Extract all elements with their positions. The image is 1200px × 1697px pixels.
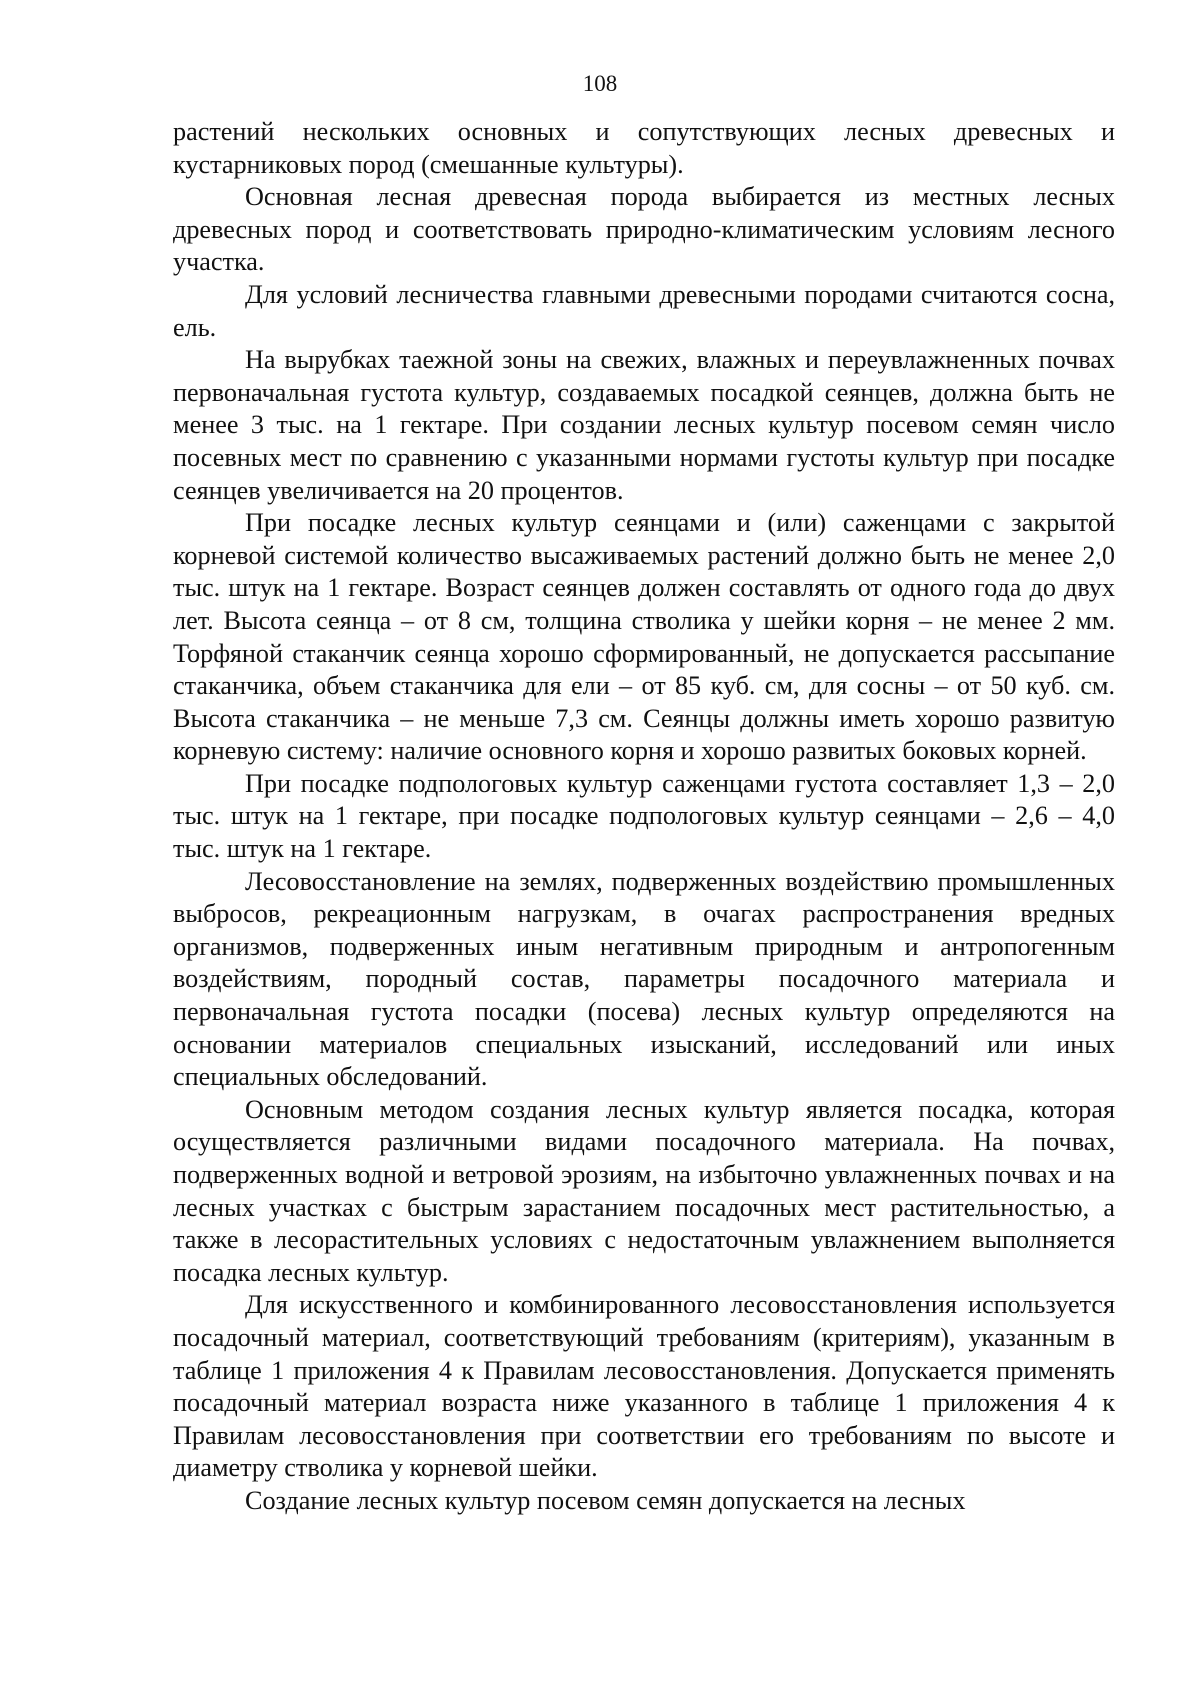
paragraph: Создание лесных культур посевом семян допускается на лесных <box>245 1485 966 1515</box>
paragraph: Лесовосстановление на землях, подверженных воздействию промышленных выбросов, рекреационным нагрузкам, в очагах распространения вредных организмов, подверженных иным негативным природным и антропогенным воздействиям, породный состав, параметры посадочного материала и первоначальная густота посадки (посева) лесных культур определяются на основании материалов специальных изысканий, исследований или иных специальных обследований. <box>173 866 1115 1092</box>
paragraph: При посадке лесных культур сеянцами и (или) саженцами с закрытой корневой системой количество высаживаемых растений должно быть не менее 2,0 тыс. штук на 1 гектаре. Возраст сеянцев должен составлять от одного года до двух лет. Высота сеянца – от 8 см, толщина стволика у шейки корня – не менее 2 мм. Торфяной стаканчик сеянца хорошо сформированный, не допускается рассыпание стаканчика, объем стаканчика для ели – от 85 куб. см, для сосны – от 50 куб. см. Высота стаканчика – не меньше 7,3 см. Сеянцы должны иметь хорошо развитую корневую систему: наличие основного корня и хорошо развитых боковых корней. <box>173 508 1115 766</box>
paragraph: Для искусственного и комбинированного лесовосстановления используется посадочный материал, соответствующий требованиям (критериям), указанным в таблице 1 приложения 4 к Правилам лесовосстановления. Допускается применять посадочный материал возраста ниже указанного в таблице 1 приложения 4 к Правилам лесовосстановления при соответствии его требованиям по высоте и диаметру стволика у корневой шейки. <box>173 1290 1115 1483</box>
paragraph: Основным методом создания лесных культур является посадка, которая осуществляется различными видами посадочного материала. На почвах, подверженных водной и ветровой эрозиям, на избыточно увлажненных почвах и на лесных участках с быстрым зарастанием посадочных мест растительностью, а также в лесорастительных условиях с недостаточным увлажнением выполняется посадка лесных культур. <box>173 1094 1115 1287</box>
paragraph: При посадке подпологовых культур саженцами густота составляет 1,3 – 2,0 тыс. штук на 1 гектаре, при посадке подпологовых культур сеянцами – 2,6 – 4,0 тыс. штук на 1 гектаре. <box>173 768 1115 864</box>
paragraph-continuation: растений нескольких основных и сопутствующих лесных древесных и кустарниковых пород (смешанные культуры). <box>173 117 1115 179</box>
paragraph: Основная лесная древесная порода выбирается из местных лесных древесных пород и соответствовать природно-климатическим условиям лесного участка. <box>173 182 1115 277</box>
document-body <box>173 116 1115 1518</box>
paragraph: Для условий лесничества главными древесными породами считаются сосна, ель. <box>173 279 1115 342</box>
page-number: 108 <box>582 71 618 96</box>
paragraph: На вырубках таежной зоны на свежих, влажных и переувлажненных почвах первоначальная густота культур, создаваемых посадкой сеянцев, должна быть не менее 3 тыс. на 1 гектаре. При создании лесных культур посевом семян число посевных мест по сравнению с указанными нормами густоты культур при посадке сеянцев увеличивается на 20 процентов. <box>173 345 1115 505</box>
